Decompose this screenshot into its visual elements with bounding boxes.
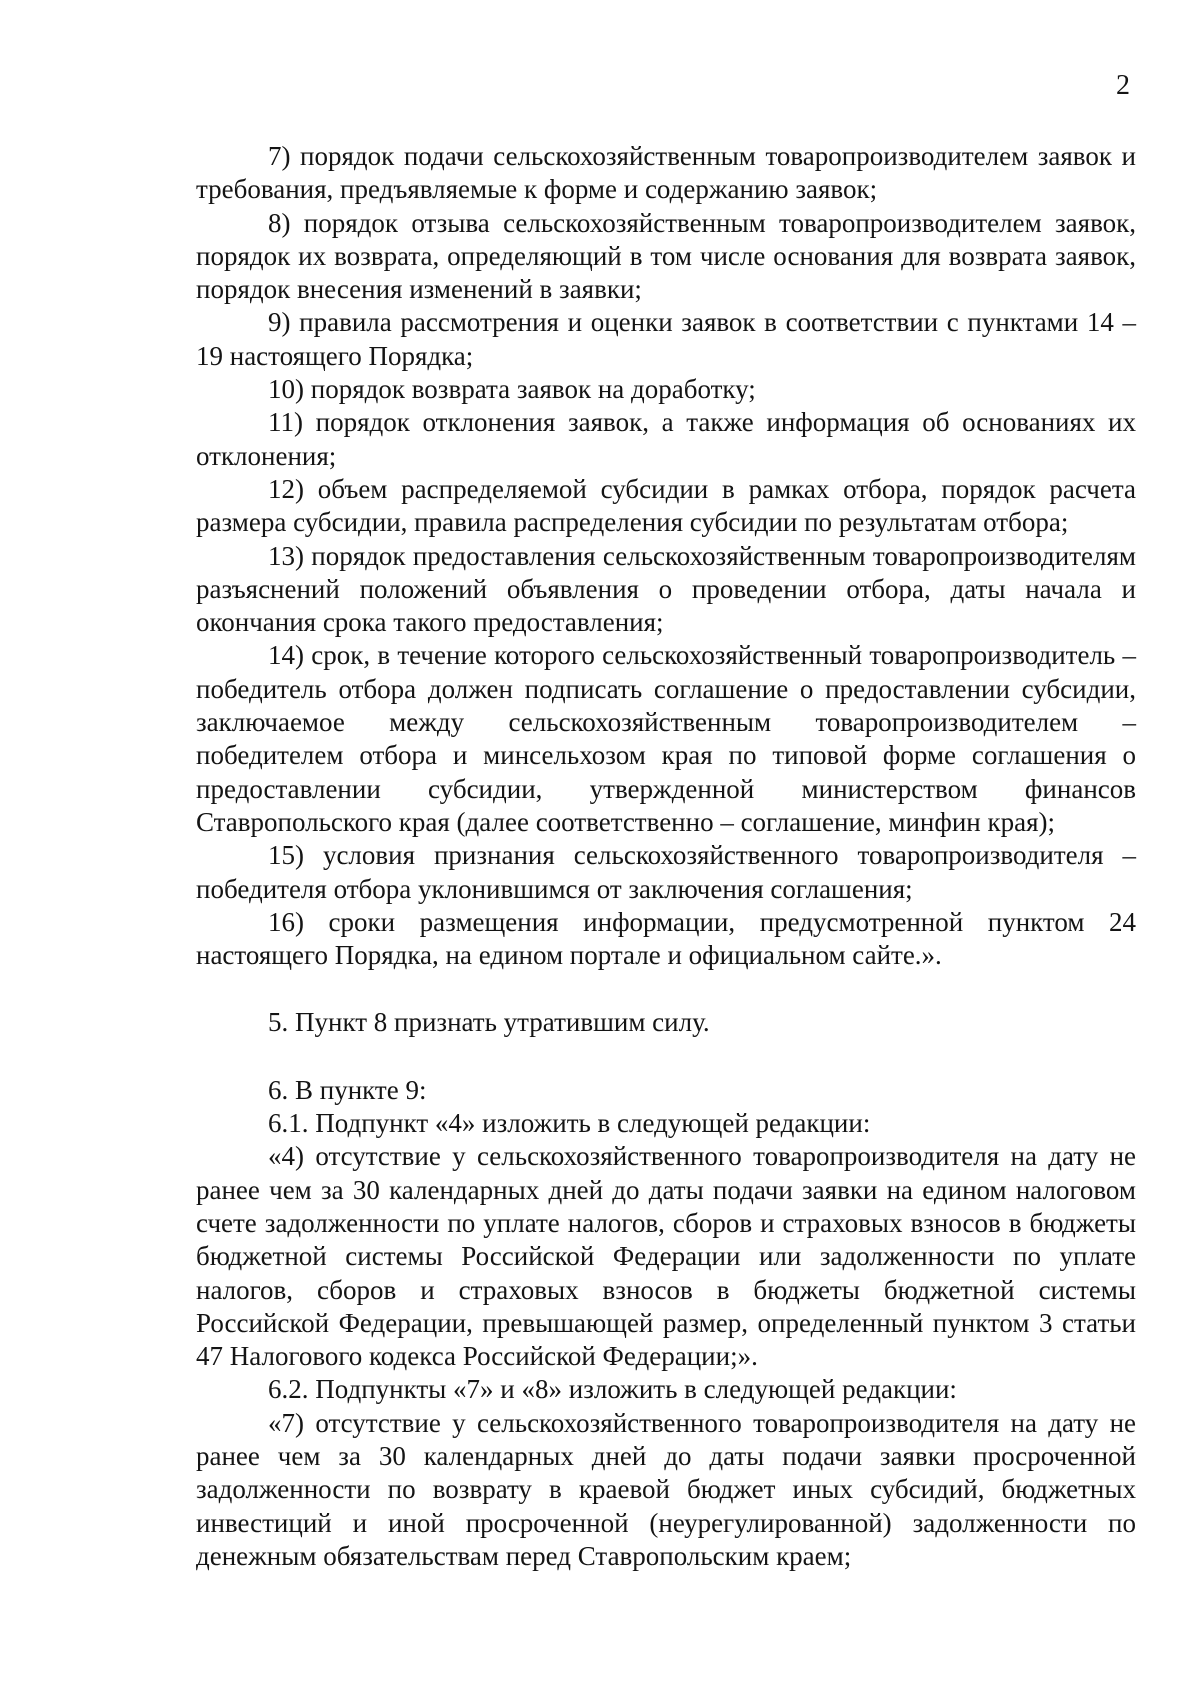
list-item-11: 11) порядок отклонения заявок, а также информация об основаниях их отклонения; bbox=[196, 407, 1136, 471]
list-item-8: 8) порядок отзыва сельскохозяйственным товаропроизводителем заявок, порядок их возврата, определяющий в том числе основания для возврата заявок, порядок внесения изменений в заявки; bbox=[196, 207, 1136, 305]
list-item-14: 14) срок, в течение которого сельскохозяйственный товаропроизводитель – победитель отбора должен подписать соглашение о предоставлении субсидии, заключаемое между сельскохозяйственным товаропроизводителем – победителем отбора и минсельхозом края по типовой форме соглашения о предоставлении субсидии, утвержденной министерством финансов Ставропольского края (далее соответственно – соглашение, минфин края); bbox=[196, 640, 1136, 837]
subsection-6-1: 6.1. Подпункт «4» изложить в следующей редакции: bbox=[268, 1108, 871, 1139]
list-item-16: 16) сроки размещения информации, предусмотренной пунктом 24 настоящего Порядка, на едином портале и официальном сайте.». bbox=[196, 906, 1136, 971]
section-5: 5. Пункт 8 признать утратившим силу. bbox=[268, 1007, 710, 1038]
list-item-13: 13) порядок предоставления сельскохозяйственным товаропроизводителям разъяснений положений объявления о проведении отбора, даты начала и окончания срока такого предоставления; bbox=[196, 540, 1136, 638]
subsection-6-2: 6.2. Подпункты «7» и «8» изложить в следующей редакции: bbox=[268, 1374, 957, 1405]
list-item-7: 7) порядок подачи сельскохозяйственным товаропроизводителем заявок и требования, предъявляемые к форме и содержанию заявок; bbox=[196, 141, 1136, 205]
section-6-heading: 6. В пункте 9: bbox=[268, 1074, 427, 1105]
page-number: 2 bbox=[1116, 70, 1130, 101]
list-item-10: 10) порядок возврата заявок на доработку; bbox=[268, 374, 756, 405]
list-item-12: 12) объем распределяемой субсидии в рамках отбора, порядок расчета размера субсидии, правила распределения субсидии по результатам отбора; bbox=[196, 473, 1136, 538]
list-item-15: 15) условия признания сельскохозяйственного товаропроизводителя – победителя отбора уклонившимся от заключения соглашения; bbox=[196, 840, 1136, 904]
subsection-6-2-item-7: «7) отсутствие у сельскохозяйственного товаропроизводителя на дату не ранее чем за 30 календарных дней до даты подачи заявки просроченной задолженности по возврату в краевой бюджет иных субсидий, бюджетных инвестиций и иной просроченной (неурегулированной) задолженности по денежным обязательствам перед Ставропольским краем; bbox=[196, 1407, 1136, 1571]
document-body bbox=[196, 140, 1136, 1573]
subsection-6-1-item-4: «4) отсутствие у сельскохозяйственного товаропроизводителя на дату не ранее чем за 30 календарных дней до даты подачи заявки на едином налоговом счете задолженности по уплате налогов, сборов и страховых взносов в бюджеты бюджетной системы Российской Федерации или задолженности по уплате налогов, сборов и страховых взносов в бюджеты бюджетной системы Российской Федерации, превышающей размер, определенный пунктом 3 статьи 47 Налогового кодекса Российской Федерации;». bbox=[196, 1141, 1136, 1372]
list-item-9: 9) правила рассмотрения и оценки заявок в соответствии с пунктами 14 – 19 настоящего Порядка; bbox=[196, 307, 1136, 371]
